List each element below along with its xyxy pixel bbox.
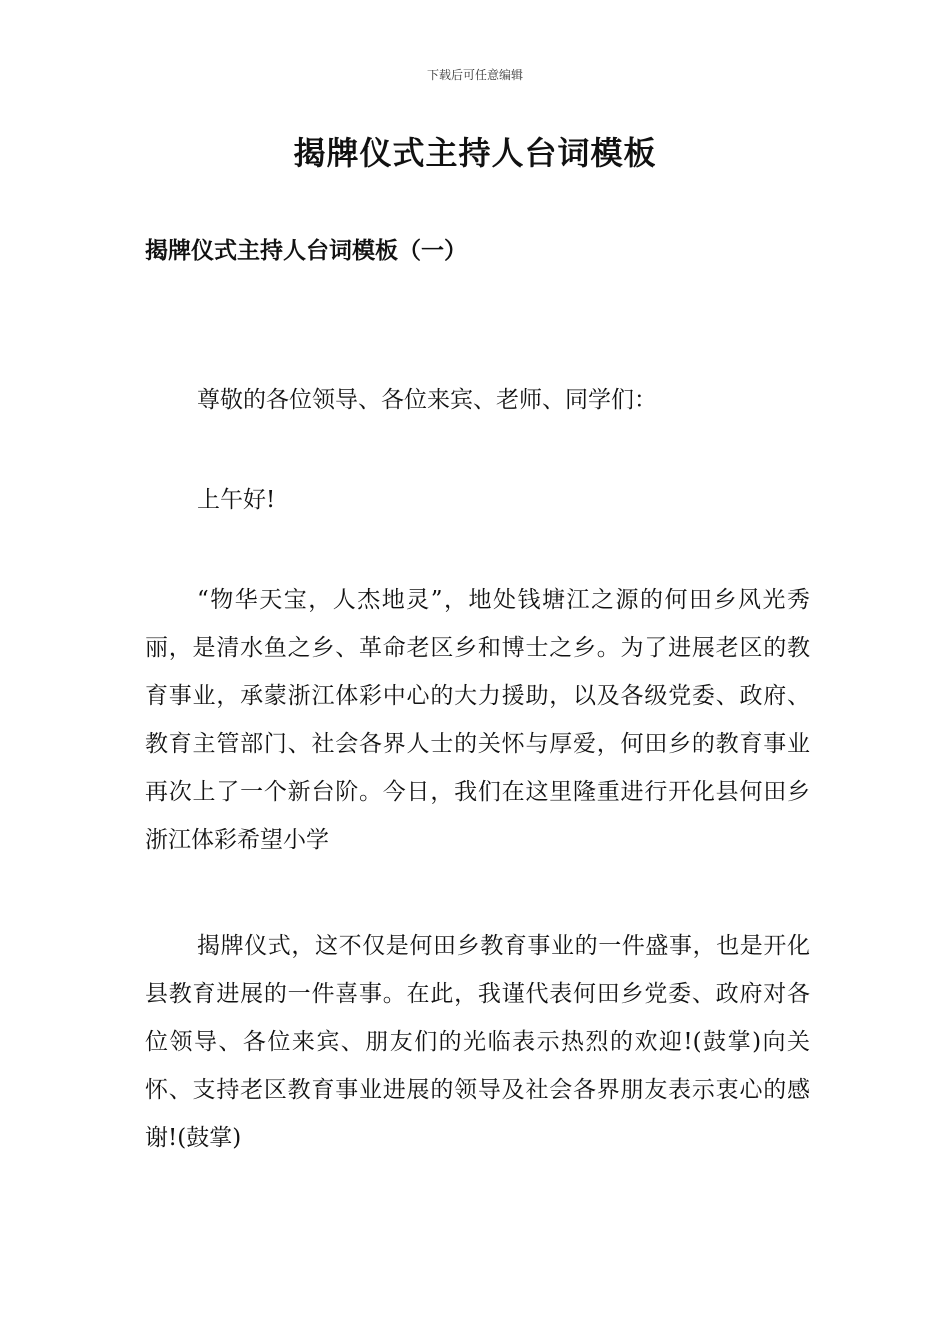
greeting-paragraph: 尊敬的各位领导、各位来宾、老师、同学们： [197,387,657,413]
body-paragraph: 揭牌仪式，这不仅是何田乡教育事业的一件盛事，也是开化县教育进展的一件喜事。在此，我谨代表何田乡党委、政府对各位领导、各位来宾、朋友们的光临表示热烈的欢迎!(鼓掌)向关怀、支持老区教育事业进展的领导及社会各界朋友表示衷心的感谢!(鼓掌) [145,933,810,1151]
document-title: 揭牌仪式主持人台词模板 [293,134,657,172]
header-note: 下载后可任意编辑 [426,68,523,82]
salutation-paragraph: 上午好! [197,487,276,513]
section-title: 揭牌仪式主持人台词模板（一） [145,237,467,264]
body-paragraph: “物华天宝，人杰地灵”，地处钱塘江之源的何田乡风光秀丽，是清水鱼之乡、革命老区乡和博士之乡。为了进展老区的教育事业，承蒙浙江体彩中心的大力援助，以及各级党委、政府、教育主管部门、社会各界人士的关怀与厚爱，何田乡的教育事业再次上了一个新台阶。今日，我们在这里隆重进行开化县何田乡浙江体彩希望小学 [145,587,810,853]
